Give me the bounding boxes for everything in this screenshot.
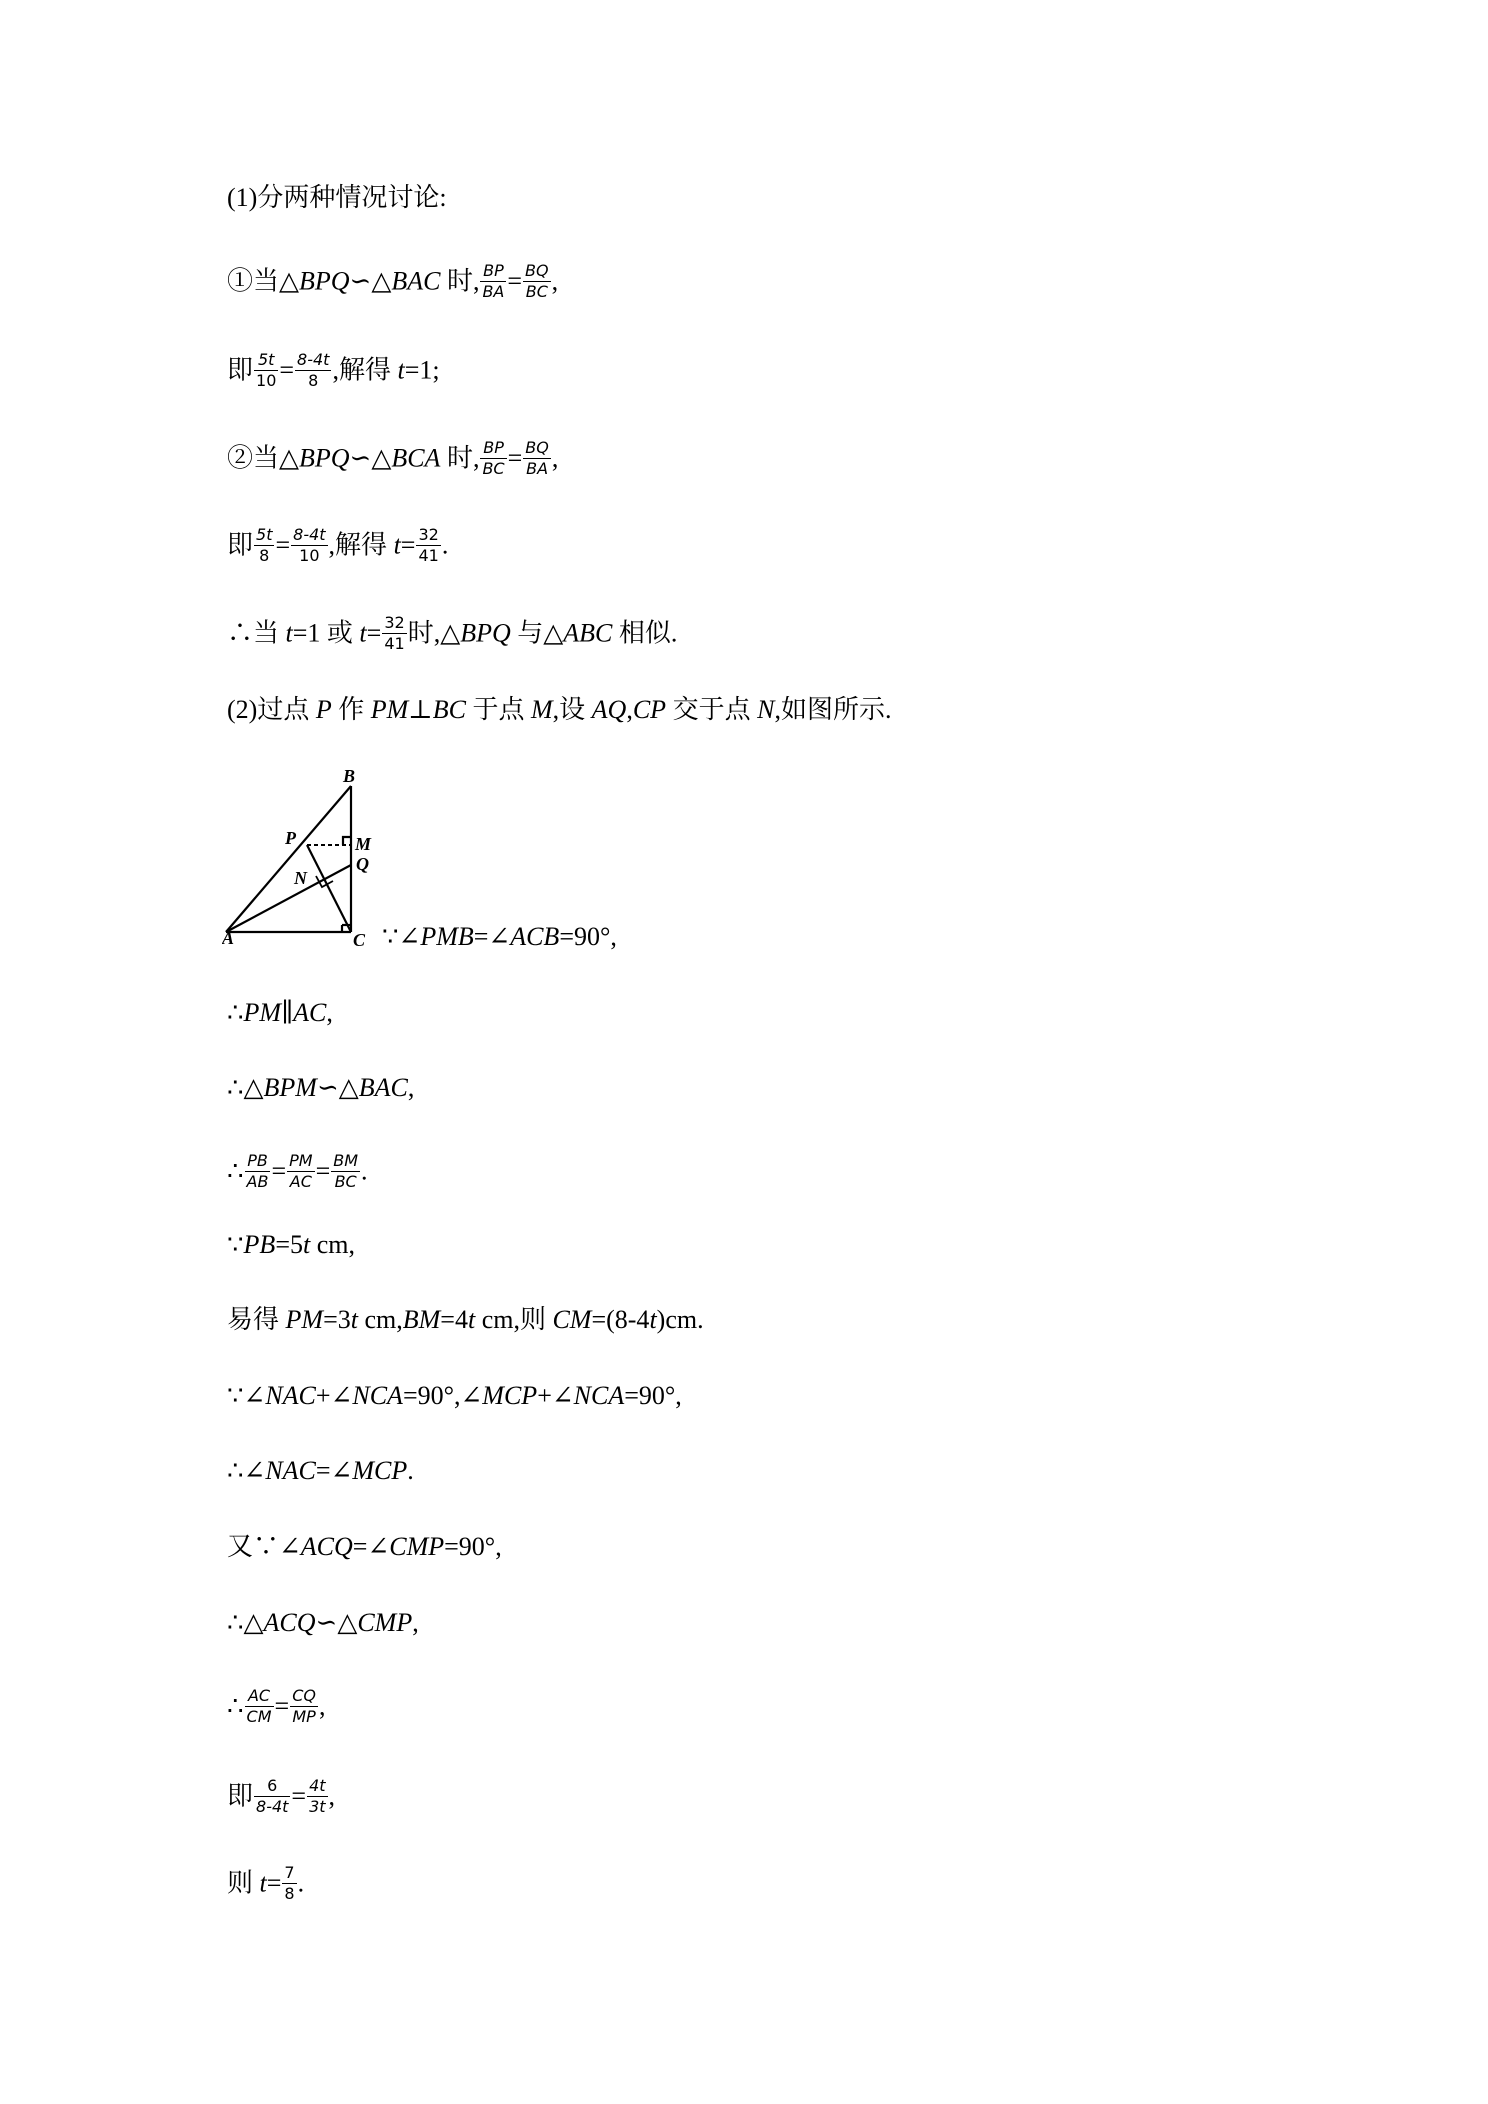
text: ∴当 [227, 618, 286, 648]
text: ∴ [227, 998, 244, 1027]
text: , [318, 1691, 326, 1721]
var: t [393, 530, 401, 560]
var: t [359, 618, 367, 648]
numerator: PB [245, 1151, 271, 1172]
fraction [245, 1151, 271, 1192]
var: BPQ [299, 443, 350, 473]
var: t [649, 1305, 657, 1334]
var: BPM [263, 1073, 317, 1102]
numerator: 32 [418, 525, 439, 544]
var: M [530, 695, 553, 724]
line-9 [227, 1000, 333, 1026]
var: t [350, 1305, 358, 1334]
fraction [245, 1686, 274, 1727]
line-18 [227, 1688, 325, 1729]
line-8 [382, 924, 617, 950]
numerator: 5t [254, 350, 278, 371]
text: = [275, 530, 291, 560]
fraction [523, 438, 551, 479]
text: =4 [440, 1305, 468, 1334]
text: +∠ [315, 1381, 353, 1410]
numerator: BM [333, 1151, 359, 1170]
text: cm, [357, 1305, 403, 1334]
var: NCA [573, 1381, 625, 1410]
var: MCP [352, 1456, 408, 1485]
text: ∵∠ [227, 1381, 266, 1410]
text: ∵ [227, 1230, 244, 1259]
var: NAC [265, 1456, 316, 1485]
numerator: 6 [254, 1776, 290, 1797]
fraction [291, 525, 327, 566]
var: CM [552, 1305, 592, 1334]
text: ∽△ [316, 1073, 359, 1102]
text: = [279, 355, 295, 385]
var: t [285, 618, 293, 648]
line-2 [227, 263, 558, 304]
fraction [282, 1863, 296, 1904]
text: , [326, 998, 333, 1027]
label-q: Q [356, 854, 369, 874]
denominator: 3t [309, 1797, 326, 1816]
text: , [407, 1073, 415, 1102]
denominator: AC [289, 1172, 312, 1191]
text: ,解得 [332, 355, 398, 385]
line-13 [227, 1307, 704, 1333]
text: =90°, [559, 922, 617, 951]
text: , [412, 1608, 419, 1637]
text: . [361, 1156, 368, 1186]
text: ∴∠ [227, 1456, 266, 1485]
text: =∠ [352, 1532, 390, 1561]
numerator: BP [480, 261, 506, 282]
denominator: BA [482, 282, 505, 301]
text: ,解得 [328, 530, 394, 560]
var: AQ [591, 695, 627, 724]
text: =∠ [315, 1456, 353, 1485]
text: = [400, 530, 416, 560]
text: 即 [227, 355, 254, 385]
denominator: 8-4t [256, 1797, 289, 1816]
var: BCA [391, 443, 441, 473]
text: 易得 [227, 1305, 286, 1334]
numerator: 8-4t [297, 350, 330, 369]
var: ABC [563, 618, 613, 648]
line-11 [227, 1153, 368, 1194]
label-a: A [222, 928, 235, 948]
denominator: BC [482, 459, 505, 478]
text: 交于点 [666, 695, 758, 724]
numerator: AC [245, 1686, 274, 1707]
numerator: CQ [292, 1686, 316, 1705]
numerator: 5t [256, 525, 273, 544]
text: = [366, 618, 382, 648]
text: = [315, 1156, 331, 1186]
text: 时, [440, 266, 480, 296]
label-p: P [285, 828, 296, 848]
text: ,如图所示. [774, 695, 892, 724]
text: 相似. [612, 618, 678, 648]
label-n: N [294, 868, 307, 888]
denominator: 10 [299, 546, 320, 565]
var: CMP [389, 1532, 445, 1561]
right-angle-m [343, 837, 351, 845]
line-14 [227, 1383, 682, 1409]
var: CMP [357, 1608, 413, 1637]
var: t [259, 1868, 267, 1898]
denominator: 41 [384, 634, 405, 653]
text: =90°, [624, 1381, 682, 1410]
text: =3 [323, 1305, 351, 1334]
segment-ab [226, 786, 351, 932]
var: BM [402, 1305, 441, 1334]
text: = [266, 1868, 282, 1898]
text: (1)分两种情况讨论: [227, 183, 447, 212]
var: BPQ [460, 618, 511, 648]
line-6 [227, 615, 677, 656]
triangle-diagram [222, 768, 392, 948]
var: NCA [352, 1381, 403, 1410]
var: ACB [510, 922, 560, 951]
line-4 [227, 440, 558, 481]
denominator: 8 [259, 546, 270, 565]
text: 于点 [465, 695, 531, 724]
text: ,设 [552, 695, 592, 724]
label-m: M [355, 834, 372, 854]
text: , [328, 1781, 336, 1811]
var: PM [285, 1305, 324, 1334]
segment-aq [226, 865, 351, 932]
denominator: AB [246, 1172, 269, 1191]
text: =90°, [444, 1532, 502, 1561]
line-7 [227, 697, 891, 723]
var: AC [293, 998, 327, 1027]
text: =90°,∠ [402, 1381, 483, 1410]
text: = [507, 266, 523, 296]
fraction [523, 261, 551, 302]
denominator: BC [334, 1172, 357, 1191]
var: ACQ [263, 1608, 316, 1637]
fraction [480, 261, 506, 302]
fraction [307, 1776, 327, 1817]
fraction [254, 1776, 290, 1817]
numerator: BP [480, 438, 506, 459]
text: ∥ [281, 998, 294, 1027]
var: t [467, 1305, 476, 1334]
var: P [315, 695, 332, 724]
denominator: BC [525, 282, 548, 301]
numerator: 8-4t [293, 525, 326, 544]
text: = [271, 1156, 287, 1186]
var: CP [632, 695, 667, 724]
var: BC [432, 695, 466, 724]
fraction [254, 525, 274, 566]
denominator: BA [526, 459, 549, 478]
text: . [441, 530, 449, 560]
var: BAC [391, 266, 441, 296]
line-17 [227, 1610, 419, 1636]
text: =∠ [473, 922, 511, 951]
fraction [290, 1686, 318, 1727]
var: t [397, 355, 405, 385]
text: = [274, 1691, 290, 1721]
var: PM [243, 998, 282, 1027]
numerator: PM [289, 1151, 313, 1170]
numerator: 7 [284, 1863, 295, 1882]
text: =1; [404, 355, 440, 385]
text: ∴ [227, 1691, 244, 1721]
geometry-figure [222, 768, 392, 948]
fraction [295, 350, 331, 391]
text: 即 [227, 1781, 254, 1811]
text: ∵∠ [382, 922, 421, 951]
var: BPQ [299, 266, 350, 296]
line-1 [227, 185, 447, 211]
fraction [480, 438, 506, 479]
text: ∽△ [349, 443, 392, 473]
denominator: MP [292, 1707, 316, 1726]
text: = [507, 443, 523, 473]
text: 时,△ [407, 618, 461, 648]
line-3 [227, 352, 440, 393]
fraction [254, 350, 278, 391]
denominator: 10 [256, 371, 277, 390]
text: =5 [275, 1230, 303, 1259]
line-10 [227, 1075, 414, 1101]
text: . [407, 1456, 414, 1485]
text: , [626, 695, 633, 724]
line-19 [227, 1778, 335, 1819]
var: ACQ [300, 1532, 353, 1561]
numerator: BQ [525, 261, 549, 280]
text: 又∵∠ [227, 1532, 301, 1561]
text: 即 [227, 530, 254, 560]
text: =1 或 [292, 618, 360, 648]
text: )cm. [656, 1305, 704, 1334]
text: ∴△ [227, 1608, 264, 1637]
var: PMB [420, 922, 474, 951]
numerator: BQ [525, 438, 549, 457]
text: ∴ [227, 1156, 244, 1186]
var: MCP [482, 1381, 538, 1410]
text: = [291, 1781, 307, 1811]
text: =(8-4 [591, 1305, 650, 1334]
denominator: 41 [418, 546, 439, 565]
denominator: 8 [308, 371, 319, 390]
label-c: C [353, 930, 366, 948]
text: ②当△ [227, 443, 299, 473]
label-b: B [343, 768, 356, 786]
text: ①当△ [227, 266, 299, 296]
fraction [331, 1151, 360, 1192]
fraction [382, 613, 406, 654]
text: (2)过点 [227, 695, 316, 724]
line-12 [227, 1232, 355, 1258]
text: ∴△ [227, 1073, 264, 1102]
line-15 [227, 1458, 414, 1484]
var: t [302, 1230, 311, 1259]
text: , [551, 266, 559, 296]
line-16 [227, 1534, 502, 1560]
line-20 [227, 1865, 304, 1906]
denominator: 8 [284, 1884, 295, 1903]
fraction [287, 1151, 314, 1192]
denominator: CM [246, 1707, 272, 1726]
var: PM [370, 695, 409, 724]
var: NAC [265, 1381, 316, 1410]
line-5 [227, 527, 448, 568]
var: N [757, 695, 775, 724]
text: ∽△ [349, 266, 392, 296]
text: +∠ [537, 1381, 574, 1410]
text: cm,则 [475, 1305, 553, 1334]
text: 与△ [510, 618, 564, 648]
text: ⊥ [408, 695, 433, 724]
numerator: 32 [384, 613, 405, 632]
text: 则 [227, 1868, 260, 1898]
text: ∽△ [315, 1608, 358, 1637]
text: 作 [331, 695, 371, 724]
text: . [297, 1868, 305, 1898]
var: BAC [358, 1073, 408, 1102]
text: , [551, 443, 559, 473]
fraction [416, 525, 440, 566]
var: PB [243, 1230, 276, 1259]
numerator: 4t [309, 1776, 326, 1795]
text: cm, [310, 1230, 355, 1259]
segment-pc [307, 845, 351, 932]
text: 时, [440, 443, 480, 473]
